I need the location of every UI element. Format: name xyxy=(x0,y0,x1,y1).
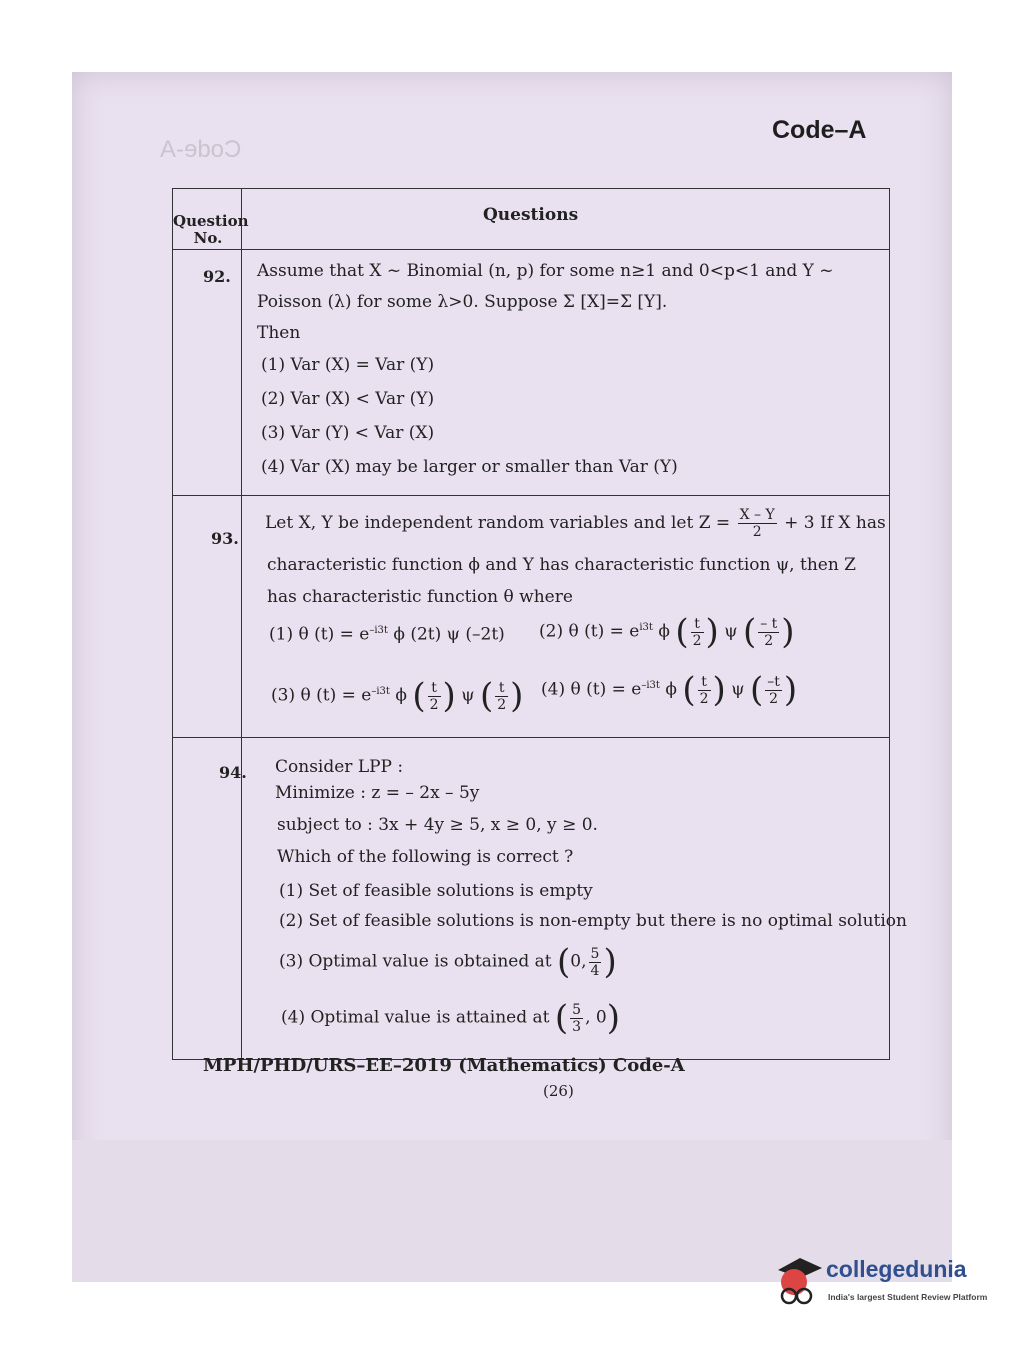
q94-opt3-text: (3) Optimal value is obtained at xyxy=(279,951,552,972)
paren-open: ( xyxy=(749,670,764,710)
q93-opt3-lhs: (3) θ (t) = e xyxy=(271,685,372,706)
q93-opt4-exponent: –i3t xyxy=(641,679,660,691)
frac-5-over-3 xyxy=(570,1002,583,1035)
q93-line2: characteristic function ϕ and Y has characteristic function ψ, then Z xyxy=(267,555,856,575)
q94-line2: Minimize : z = – 2x – 5y xyxy=(275,783,480,803)
paren-open: ( xyxy=(479,676,494,716)
paren-close: ) xyxy=(781,612,795,652)
frac-t-over-2 xyxy=(691,616,704,649)
paper-footer: MPH/PHD/URS–EE–2019 (Mathematics) Code-A xyxy=(203,1055,685,1076)
questions-header: Questions xyxy=(483,205,579,225)
header-label-no: No. xyxy=(193,229,223,247)
phi-symbol: ϕ xyxy=(665,679,677,700)
q94-option-1: (1) Set of feasible solutions is empty xyxy=(279,881,593,901)
q92-line1: Assume that X ~ Binomial (n, p) for some n≥1 and 0<p<1 and Y ~ xyxy=(257,261,834,281)
frac-num: – t xyxy=(760,615,778,632)
z-fraction xyxy=(738,507,777,540)
frac-den: 2 xyxy=(429,696,439,713)
q94-line4: Which of the following is correct ? xyxy=(277,847,574,867)
q93-opt1-exponent: –i3t xyxy=(369,625,388,636)
psi-symbol: ψ xyxy=(461,685,475,706)
q93-opt1-lhs: (1) θ (t) = e xyxy=(269,624,370,645)
row-divider-92 xyxy=(173,495,889,496)
frac-t-over-2 xyxy=(698,674,711,707)
paren-close: ) xyxy=(603,942,617,982)
frac-num: 5 xyxy=(572,1001,582,1018)
frac-t-over-2 xyxy=(495,680,508,713)
question-table xyxy=(172,188,907,1060)
frac-num: t xyxy=(428,680,441,697)
q93-option-4 xyxy=(541,670,798,710)
paper-code: Code–A xyxy=(772,116,867,144)
q93-option-1 xyxy=(269,621,505,645)
mascot-icon xyxy=(770,1252,824,1308)
paren-close: ) xyxy=(442,676,456,716)
frac-den: 4 xyxy=(590,962,600,979)
frac-num: t xyxy=(495,680,508,697)
psi-symbol: ψ xyxy=(724,621,738,642)
frac-neg-t-over-2 xyxy=(758,616,779,649)
q93-opt2-exponent: i3t xyxy=(639,621,653,633)
frac-den: 2 xyxy=(769,690,778,707)
paren-open: ( xyxy=(554,998,569,1038)
question-no-header xyxy=(173,212,249,247)
q92-option-4: (4) Var (X) may be larger or smaller than Var (Y) xyxy=(261,457,678,477)
col-divider xyxy=(241,189,242,1059)
page-number: (26) xyxy=(543,1082,574,1100)
frac-den: 2 xyxy=(692,632,702,649)
q93-opt4-lhs: (4) θ (t) = e xyxy=(541,679,642,700)
paren-close: ) xyxy=(606,998,620,1038)
question-number-93: 93. xyxy=(211,529,239,548)
q94-option-3 xyxy=(279,942,617,982)
question-number-92: 92. xyxy=(203,267,231,286)
frac-den: 2 xyxy=(764,632,774,649)
collegedunia-logo[interactable] xyxy=(770,1252,1000,1314)
q92-option-2: (2) Var (X) < Var (Y) xyxy=(261,389,435,409)
q93-line3: has characteristic function θ where xyxy=(267,587,573,607)
q93-line1-start: Let X, Y be independent random variables and let Z = xyxy=(265,513,731,533)
phi-symbol: ϕ xyxy=(395,685,407,706)
q92-option-1: (1) Var (X) = Var (Y) xyxy=(261,355,435,375)
q93-opt2-lhs: (2) θ (t) = e xyxy=(539,621,640,642)
psi-symbol: ψ xyxy=(731,679,745,700)
frac-den: 2 xyxy=(699,690,709,707)
q93-line1 xyxy=(265,507,886,540)
q92-line2: Poisson (λ) for some λ>0. Suppose Σ [X]=Σ [Y]. xyxy=(257,292,668,312)
frac-5-over-4 xyxy=(589,946,602,979)
q93-opt1-rhs: ϕ (2t) ψ (–2t) xyxy=(387,624,505,645)
paren-open: ( xyxy=(412,676,426,716)
q92-option-3: (3) Var (Y) < Var (X) xyxy=(261,423,435,443)
paren-close: ) xyxy=(705,612,719,652)
q94-line3: subject to : 3x + 4y ≥ 5, x ≥ 0, y ≥ 0. xyxy=(277,815,598,835)
q94-opt4-y: , 0 xyxy=(585,1007,607,1028)
logo-wordmark: collegedunia xyxy=(826,1256,967,1282)
q94-line1: Consider LPP : xyxy=(275,757,404,777)
paren-close: ) xyxy=(712,670,726,710)
frac-num: –t xyxy=(767,673,780,690)
q94-opt3-x: 0, xyxy=(570,951,587,972)
q93-opt3-exponent: –i3t xyxy=(371,685,390,697)
z-denominator: 2 xyxy=(752,524,762,540)
row-divider-93 xyxy=(173,737,889,738)
q94-option-2: (2) Set of feasible solutions is non-empty but there is no optimal solution xyxy=(279,911,907,931)
frac-den: 3 xyxy=(572,1018,582,1035)
paren-close: ) xyxy=(510,676,524,716)
paren-open: ( xyxy=(742,612,757,652)
frac-num: 5 xyxy=(590,945,600,962)
paren-close: ) xyxy=(783,670,798,710)
q92-line3: Then xyxy=(257,323,301,343)
frac-num: t xyxy=(691,616,704,633)
logo-tagline: India's largest Student Review Platform xyxy=(828,1292,988,1302)
paren-open: ( xyxy=(557,942,571,982)
z-numerator: X – Y xyxy=(739,507,775,523)
paren-open: ( xyxy=(682,670,696,710)
q94-opt4-text: (4) Optimal value is attained at xyxy=(281,1007,550,1028)
frac-num: t xyxy=(698,674,711,691)
q94-option-4 xyxy=(281,998,620,1038)
phi-symbol: ϕ xyxy=(658,621,670,642)
frac-t-over-2 xyxy=(428,680,441,713)
header-divider xyxy=(173,249,889,250)
frac-den: 2 xyxy=(497,696,507,713)
q93-option-2 xyxy=(539,612,795,652)
header-label-question: Question xyxy=(173,212,249,230)
frac-minus-t-over-2 xyxy=(765,674,782,707)
q93-option-3 xyxy=(271,676,524,716)
question-number-94: 94. xyxy=(219,763,247,782)
paren-open: ( xyxy=(675,612,689,652)
bleed-through-text: Code-A xyxy=(160,136,242,163)
q93-line1-end: + 3 If X has xyxy=(784,513,886,533)
